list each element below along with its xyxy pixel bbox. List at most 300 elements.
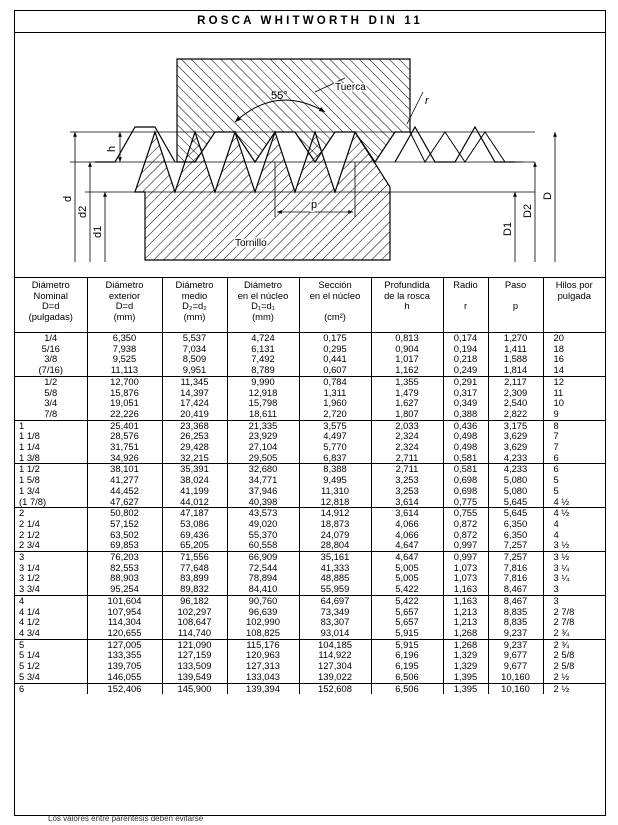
table-cell: 127,313 [227,661,299,672]
table-row [15,497,605,508]
column-header: Diámetro en el núcleo D₁=d₁ (mm) [227,278,299,333]
table-cell: 6,196 [371,650,443,661]
table-cell: 76,203 [87,552,162,563]
table-cell: 7 [543,442,605,453]
table-cell: 6 [15,683,87,694]
table-cell: 5,005 [371,563,443,574]
table-cell: 3,175 [488,420,543,431]
table-cell: 93,014 [299,628,371,639]
table-row [15,376,605,387]
table-cell: 89,832 [162,584,227,595]
table-cell: 152,608 [299,683,371,694]
table-cell: 3,614 [371,508,443,519]
table-cell: 12 [543,376,605,387]
table-cell: (1 7/8) [19,495,47,507]
table-cell: 4 [543,530,605,541]
table-cell: 9,525 [87,354,162,365]
d2-label: d2 [77,205,89,218]
table-cell: 12,700 [87,376,162,387]
column-header: Diámetro medio D₂=d₂ (mm) [162,278,227,333]
table-row [15,409,605,420]
table-cell: 22,226 [87,409,162,420]
table-cell: 0,295 [299,344,371,355]
table-cell: 38,101 [87,464,162,475]
table-cell: 6,837 [299,453,371,464]
table-cell: 17,424 [162,398,227,409]
table-cell: 3,253 [371,486,443,497]
table-cell: 0,581 [443,453,488,464]
table-cell: 133,355 [87,650,162,661]
table-cell: 5,422 [371,584,443,595]
table-cell: 1,479 [371,388,443,399]
table-cell: 50,802 [87,508,162,519]
table-cell: 2 ¾ [543,639,605,650]
table-cell: 7,938 [87,344,162,355]
table-cell: 127,005 [87,639,162,650]
table-cell: 1,329 [443,661,488,672]
table-cell: 4,724 [227,333,299,344]
column-header: Hilos por pulgada [543,278,605,333]
table-cell: 0,784 [299,376,371,387]
table-cell: 4,066 [371,530,443,541]
table-cell: 32,215 [162,453,227,464]
table-cell: 47,187 [162,508,227,519]
table-cell: 3 [15,552,87,563]
column-header: Diámetro Nominal D=d (pulgadas) [15,278,87,333]
table-row [15,595,605,606]
table-cell: 5,080 [488,486,543,497]
table-cell: 55,370 [227,530,299,541]
table-cell: 19,051 [87,398,162,409]
table-cell: 1,270 [488,333,543,344]
table-cell: 41,199 [162,486,227,497]
table-cell: 1 1/2 [15,464,87,475]
table-cell: 35,161 [299,552,371,563]
table-cell: 114,740 [162,628,227,639]
table-cell: 4,233 [488,453,543,464]
table-cell: 2 5/8 [543,650,605,661]
table-cell: 23,368 [162,420,227,431]
table-cell: 10,160 [488,672,543,683]
table-cell: 5 [543,486,605,497]
table-cell: 57,152 [87,519,162,530]
table-cell: 102,990 [227,617,299,628]
bolt-label: Tornillo [235,238,267,249]
column-header: Profundida de la rosca h [371,278,443,333]
table-cell: 3 ¼ [543,573,605,584]
table-cell: 3,629 [488,442,543,453]
table-cell: 82,553 [87,563,162,574]
table-cell: 53,086 [162,519,227,530]
table-cell: 1,268 [443,639,488,650]
table-cell: 2,117 [488,376,543,387]
table-cell: 5,770 [299,442,371,453]
table-cell: 1,588 [488,354,543,365]
table-cell: 145,900 [162,683,227,694]
table-cell: 1 1/4 [19,441,40,453]
table-cell: 0,498 [443,431,488,442]
table-cell: 0,997 [443,552,488,563]
table-cell: 120,655 [87,628,162,639]
table-cell: 1,355 [371,376,443,387]
table-cell: 9,237 [488,628,543,639]
table-cell: 6,506 [371,683,443,694]
h-label: h [106,145,118,152]
table-cell: 0,997 [443,540,488,551]
table-cell: 4 3/4 [19,626,40,638]
table-cell: 114,922 [299,650,371,661]
table-cell: 1,411 [488,344,543,355]
table-cell: 14,397 [162,388,227,399]
table-cell: 71,556 [162,552,227,563]
table-cell: 0,218 [443,354,488,365]
table-cell: 7,816 [488,563,543,574]
D-label: D [542,192,554,200]
table-cell: 127,159 [162,650,227,661]
table-cell: 4 [15,595,87,606]
table-cell: 133,509 [162,661,227,672]
table-cell: 146,055 [87,672,162,683]
table-cell: 1 3/4 [19,484,40,496]
d-label: d [62,195,74,202]
table-cell: 114,304 [87,617,162,628]
table-cell: 3 [543,595,605,606]
table-cell: 1/2 [15,376,87,387]
table-cell: 41,333 [299,563,371,574]
table-cell: 5,005 [371,573,443,584]
table-cell: 5,537 [162,333,227,344]
table-cell: 2 1/2 [19,528,40,540]
angle-label: 55° [271,90,288,102]
table-cell: 96,182 [162,595,227,606]
table-cell: 0,698 [443,475,488,486]
table-cell: 121,090 [162,639,227,650]
table-cell: 1,627 [371,398,443,409]
table-row [15,672,605,683]
column-header: Paso p [488,278,543,333]
table-cell: 65,205 [162,540,227,551]
table-cell: 4 1/2 [19,616,40,628]
table-cell: 48,885 [299,573,371,584]
table-cell: 84,410 [227,584,299,595]
table-cell: 47,627 [87,497,162,508]
table-cell: 43,573 [227,508,299,519]
page-title: ROSCA WHITWORTH DIN 11 [15,11,605,33]
table-cell: 11,113 [87,365,162,376]
table-cell: 20 [543,333,605,344]
table-cell: 2 1/4 [19,517,40,529]
table-cell: 18 [543,344,605,355]
table-cell: 1,162 [371,365,443,376]
table-cell: 9,677 [488,661,543,672]
table-cell: 34,771 [227,475,299,486]
d1-label: d1 [92,225,104,238]
table-cell: 12,818 [299,497,371,508]
table-cell: 0,174 [443,333,488,344]
table-cell: 0,498 [443,442,488,453]
table-cell: 5,645 [488,508,543,519]
table-cell: 0,441 [299,354,371,365]
table-cell: 1,213 [443,607,488,618]
table-cell: 0,436 [443,420,488,431]
table-cell: 3 3/4 [19,583,40,595]
table-cell: 29,505 [227,453,299,464]
table-cell: 2,540 [488,398,543,409]
table-cell: 96,639 [227,607,299,618]
table-cell: 24,079 [299,530,371,541]
table-cell: 1,017 [371,354,443,365]
table-cell: 5/8 [44,386,58,398]
table-cell: 11,345 [162,376,227,387]
table-cell: 2,711 [371,453,443,464]
table-cell: 1,213 [443,617,488,628]
table-cell: 9,237 [488,639,543,650]
table-cell: 11,310 [299,486,371,497]
r-label: r [425,95,429,107]
table-cell: 4 ½ [543,508,605,519]
table-cell: 108,647 [162,617,227,628]
table-cell: 10 [543,398,605,409]
table-cell: 3 1/4 [19,561,40,573]
table-cell: 0,607 [299,365,371,376]
table-row [15,486,605,497]
table-cell: 18,873 [299,519,371,530]
table-row [15,584,605,595]
table-cell: 2 7/8 [543,617,605,628]
table-cell: 49,020 [227,519,299,530]
table-cell: 1,163 [443,595,488,606]
table-cell: 0,872 [443,530,488,541]
table-cell: 5 [543,475,605,486]
table-cell: 5 1/2 [19,660,40,672]
table-cell: 10,160 [488,683,543,694]
table-cell: 4 1/4 [19,605,40,617]
table-cell: 2,822 [488,409,543,420]
table-cell: 12,918 [227,388,299,399]
table-cell: 4 [543,519,605,530]
table-cell: 78,894 [227,573,299,584]
table-cell: 8,835 [488,607,543,618]
table-cell: 5/16 [41,342,60,354]
table-cell: 5,080 [488,475,543,486]
table-cell: 1,807 [371,409,443,420]
table-cell: 2 [15,508,87,519]
table-cell: 29,428 [162,442,227,453]
table-cell: 108,825 [227,628,299,639]
table-cell: 90,760 [227,595,299,606]
table-cell: 6 [543,453,605,464]
table-row [15,453,605,464]
table-cell: 83,899 [162,573,227,584]
table-cell: 64,697 [299,595,371,606]
table-cell: 2,324 [371,442,443,453]
table-cell: 25,401 [87,420,162,431]
table-cell: 115,176 [227,639,299,650]
table-cell: 1 1/8 [19,430,40,442]
table-cell: 2 3/4 [19,539,40,551]
table-cell: 1,814 [488,365,543,376]
table-cell: 15,798 [227,398,299,409]
table-cell: 6,350 [488,519,543,530]
table-cell: 5 1/4 [19,649,40,661]
nut-label: Tuerca [335,82,366,93]
table-cell: 41,277 [87,475,162,486]
table-cell: 66,909 [227,552,299,563]
table-cell: 2,309 [488,388,543,399]
table-cell: 27,104 [227,442,299,453]
table-cell: 63,502 [87,530,162,541]
table-cell: 2 ½ [543,672,605,683]
table-cell: 44,012 [162,497,227,508]
table-cell: 5,657 [371,617,443,628]
table-cell: 2 5/8 [543,661,605,672]
table-cell: 2 7/8 [543,607,605,618]
table-cell: 23,929 [227,431,299,442]
table-cell: 7,816 [488,573,543,584]
table-cell: 1 5/8 [19,474,40,486]
table-cell: 5,657 [371,607,443,618]
table-cell: 4,647 [371,540,443,551]
table-cell: 28,804 [299,540,371,551]
table-cell: 1,395 [443,672,488,683]
table-cell: 14,912 [299,508,371,519]
table-cell: 139,394 [227,683,299,694]
table-cell: 1 3/8 [19,451,40,463]
table-cell: 5 3/4 [19,670,40,682]
table-cell: 0,194 [443,344,488,355]
table-cell: 8 [543,420,605,431]
table-row [15,628,605,639]
thread-sheet [14,10,606,816]
table-row [15,683,605,694]
table-cell: 152,406 [87,683,162,694]
table-cell: 3/4 [44,397,58,409]
table-cell: 3/8 [44,353,58,365]
table-cell: 16 [543,354,605,365]
thread-profile-diagram [15,32,605,282]
table-cell: 9,990 [227,376,299,387]
table-cell: 20,419 [162,409,227,420]
table-cell: 5,915 [371,628,443,639]
table-cell: 69,436 [162,530,227,541]
table-cell: 5,645 [488,497,543,508]
table-cell: 28,576 [87,431,162,442]
table-cell: 72,544 [227,563,299,574]
table-cell: 1,960 [299,398,371,409]
D2-label: D2 [522,203,534,218]
table-cell: 44,452 [87,486,162,497]
table-cell: 8,509 [162,354,227,365]
table-cell: 2,720 [299,409,371,420]
table-row [15,365,605,376]
table-cell: 2,711 [371,464,443,475]
table-cell: 0,349 [443,398,488,409]
p-label: p [311,199,318,211]
table-cell: 40,398 [227,497,299,508]
table-cell: 7,034 [162,344,227,355]
table-cell: 95,254 [87,584,162,595]
table-cell: 38,024 [162,475,227,486]
table-cell: 6,506 [371,672,443,683]
table-cell: 2 ¾ [543,628,605,639]
table-cell: 6,350 [488,530,543,541]
table-cell: 37,946 [227,486,299,497]
table-cell: 139,705 [87,661,162,672]
table-cell: 107,954 [87,607,162,618]
table-cell: 0,317 [443,388,488,399]
table-cell: 88,903 [87,573,162,584]
table-cell: 0,581 [443,464,488,475]
table-cell: 1 [15,420,87,431]
table-cell: 18,611 [227,409,299,420]
table-cell: 0,388 [443,409,488,420]
table-cell: 7,257 [488,540,543,551]
table-cell: 0,291 [443,376,488,387]
table-cell: 4,497 [299,431,371,442]
table-cell: 3,575 [299,420,371,431]
table-cell: 5,422 [371,595,443,606]
table-cell: 1/4 [15,333,87,344]
table-cell: 3 ¼ [543,563,605,574]
table-cell: 0,249 [443,365,488,376]
table-cell: 8,789 [227,365,299,376]
table-cell: 83,307 [299,617,371,628]
table-cell: 2,033 [371,420,443,431]
table-cell: 3 ½ [543,552,605,563]
table-cell: 0,904 [371,344,443,355]
table-cell: 139,549 [162,672,227,683]
table-cell: 7 [543,431,605,442]
table-cell: 32,680 [227,464,299,475]
table-cell: 11 [543,388,605,399]
table-cell: 3,614 [371,497,443,508]
table-cell: 69,853 [87,540,162,551]
table-cell: 60,558 [227,540,299,551]
table-cell: 5,915 [371,639,443,650]
table-cell: 73,349 [299,607,371,618]
table-cell: 3 ½ [543,540,605,551]
table-cell: 26,253 [162,431,227,442]
table-cell: 101,604 [87,595,162,606]
footnote: Los valores entre paréntesis deben evitarse [48,814,204,823]
table-cell: 7,257 [488,552,543,563]
table-cell: 1,311 [299,388,371,399]
table-cell: (7/16) [38,364,63,376]
table-cell: 8,835 [488,617,543,628]
table-cell: 6,131 [227,344,299,355]
table-cell: 21,335 [227,420,299,431]
table-cell: 2,324 [371,431,443,442]
table-cell: 3 [543,584,605,595]
table-cell: 2 ½ [543,683,605,694]
table-cell: 9,495 [299,475,371,486]
table-cell: 3,629 [488,431,543,442]
table-cell: 0,698 [443,486,488,497]
table-cell: 1,163 [443,584,488,595]
table-row [15,540,605,551]
table-cell: 1,073 [443,563,488,574]
table-cell: 31,751 [87,442,162,453]
table-cell: 4,066 [371,519,443,530]
table-cell: 8,388 [299,464,371,475]
table-cell: 1,073 [443,573,488,584]
table-cell: 5 [15,639,87,650]
table-cell: 9 [543,409,605,420]
nut-section [177,59,410,162]
table-cell: 3,253 [371,475,443,486]
table-cell: 7/8 [44,407,58,419]
thread-dimensions-table [15,277,605,694]
